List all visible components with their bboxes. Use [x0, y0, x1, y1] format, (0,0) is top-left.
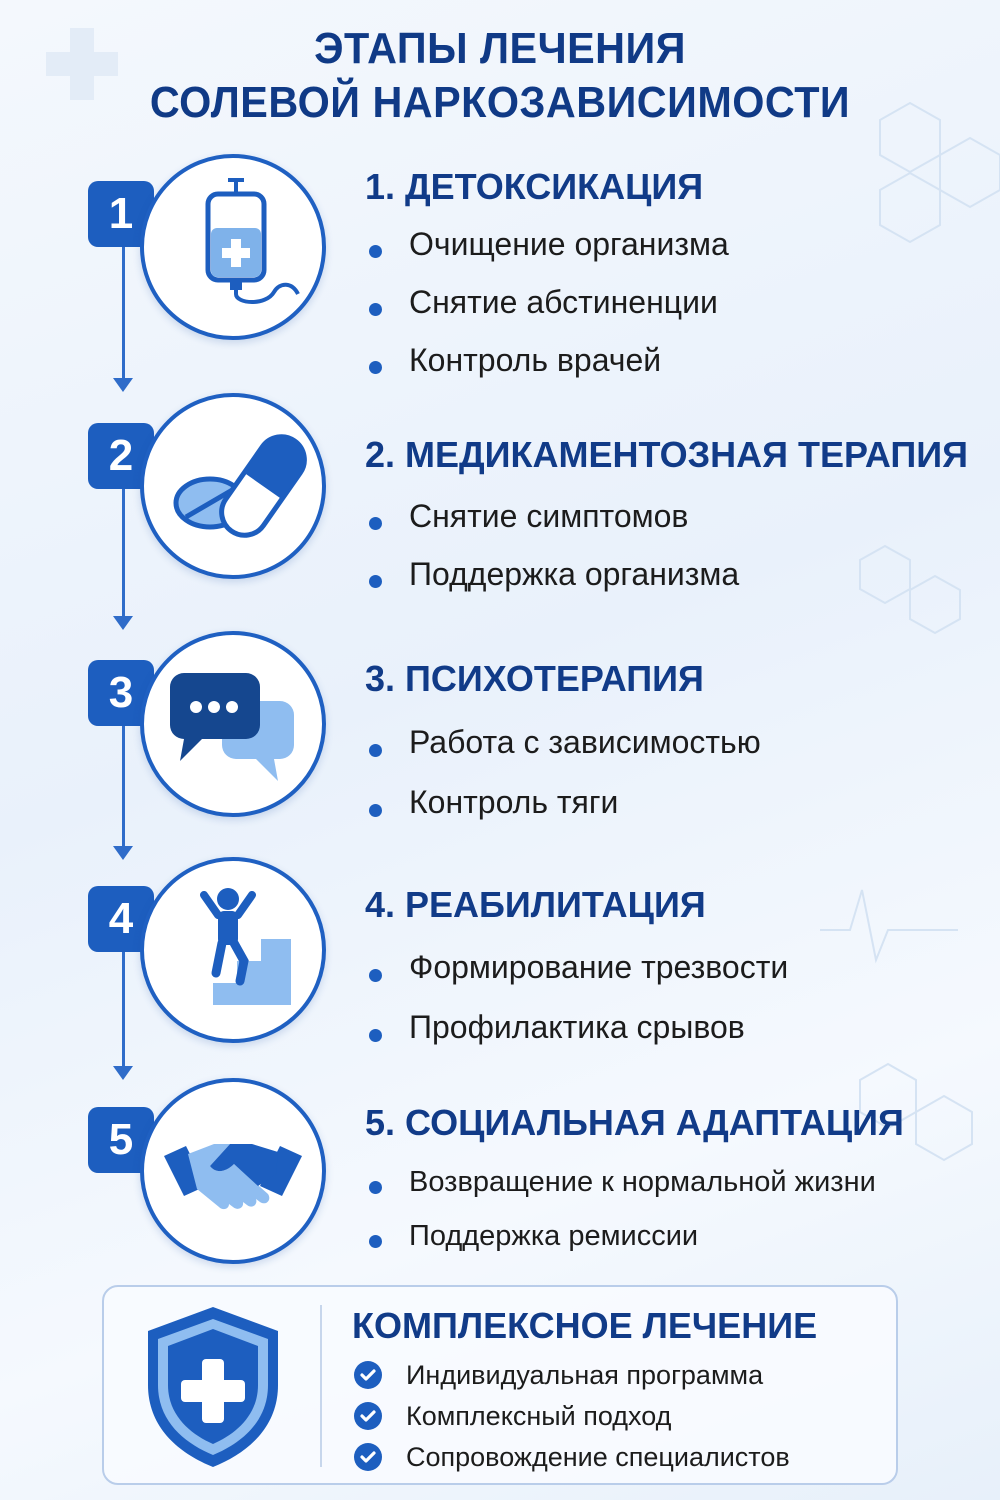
step-number-badge: 3: [88, 660, 154, 726]
list-item: Снятие симптомов: [365, 494, 739, 552]
step-icon-circle: [140, 631, 326, 817]
connector-line: [122, 724, 125, 848]
step-bullet-list: [365, 494, 739, 610]
connector-arrow: [113, 378, 133, 392]
step-title: 4. РЕАБИЛИТАЦИЯ: [365, 884, 706, 925]
check-icon: [354, 1443, 382, 1471]
list-item: Профилактика срывов: [365, 1005, 788, 1065]
list-item: [354, 1396, 790, 1437]
chat-bubbles-icon: [158, 649, 308, 799]
summary-divider: [320, 1305, 322, 1467]
page-title-line-2: СОЛЕВОЙ НАРКОЗАВИСИМОСТИ: [149, 78, 851, 127]
list-item: Снятие абстиненции: [365, 280, 729, 338]
step-icon-circle: [140, 857, 326, 1043]
list-item: Очищение организма: [365, 222, 729, 280]
connector-arrow: [113, 846, 133, 860]
step-bullet-list: [365, 222, 729, 396]
pills-icon: [158, 411, 308, 561]
summary-item-label: Сопровождение специалистов: [406, 1442, 790, 1472]
step-title: 1. ДЕТОКСИКАЦИЯ: [365, 166, 704, 207]
connector-arrow: [113, 616, 133, 630]
page-title: [0, 22, 1000, 130]
step-number-badge: 5: [88, 1107, 154, 1173]
step-number-badge: 4: [88, 886, 154, 952]
climbing-stairs-icon: [158, 875, 308, 1025]
page-title-line-1: ЭТАПЫ ЛЕЧЕНИЯ: [314, 24, 686, 73]
check-icon: [354, 1361, 382, 1389]
connector-line: [122, 950, 125, 1068]
list-item: Формирование трезвости: [365, 945, 788, 1005]
step-title: 2. МЕДИКАМЕНТОЗНАЯ ТЕРАПИЯ: [365, 434, 969, 475]
step-title: 3. ПСИХОТЕРАПИЯ: [365, 658, 704, 699]
summary-title: КОМПЛЕКСНОЕ ЛЕЧЕНИЕ: [352, 1305, 818, 1346]
list-item: Возвращение к нормальной жизни: [365, 1160, 876, 1214]
connector-line: [122, 480, 125, 616]
list-item: Контроль врачей: [365, 338, 729, 396]
step-bullet-list: [365, 945, 788, 1065]
list-item: Контроль тяги: [365, 780, 761, 840]
summary-item-label: Комплексный подход: [406, 1401, 672, 1431]
step-icon-circle: [140, 393, 326, 579]
step-icon-circle: [140, 1078, 326, 1264]
iv-drip-icon: [158, 172, 308, 322]
list-item: [354, 1437, 790, 1478]
step-icon-circle: [140, 154, 326, 340]
summary-checklist: [354, 1355, 790, 1478]
summary-item-label: Индивидуальная программа: [406, 1360, 764, 1390]
step-bullet-list: [365, 720, 761, 840]
step-number-badge: 2: [88, 423, 154, 489]
shield-cross-icon: [138, 1301, 288, 1473]
step-title: 5. СОЦИАЛЬНАЯ АДАПТАЦИЯ: [365, 1102, 904, 1143]
summary-panel: [102, 1285, 898, 1485]
check-icon: [354, 1402, 382, 1430]
list-item: Поддержка организма: [365, 552, 739, 610]
list-item: Работа с зависимостью: [365, 720, 761, 780]
connector-arrow: [113, 1066, 133, 1080]
step-number-badge: 1: [88, 181, 154, 247]
handshake-icon: [158, 1096, 308, 1246]
list-item: [354, 1355, 790, 1396]
list-item: Поддержка ремиссии: [365, 1214, 876, 1268]
step-bullet-list: [365, 1160, 876, 1268]
